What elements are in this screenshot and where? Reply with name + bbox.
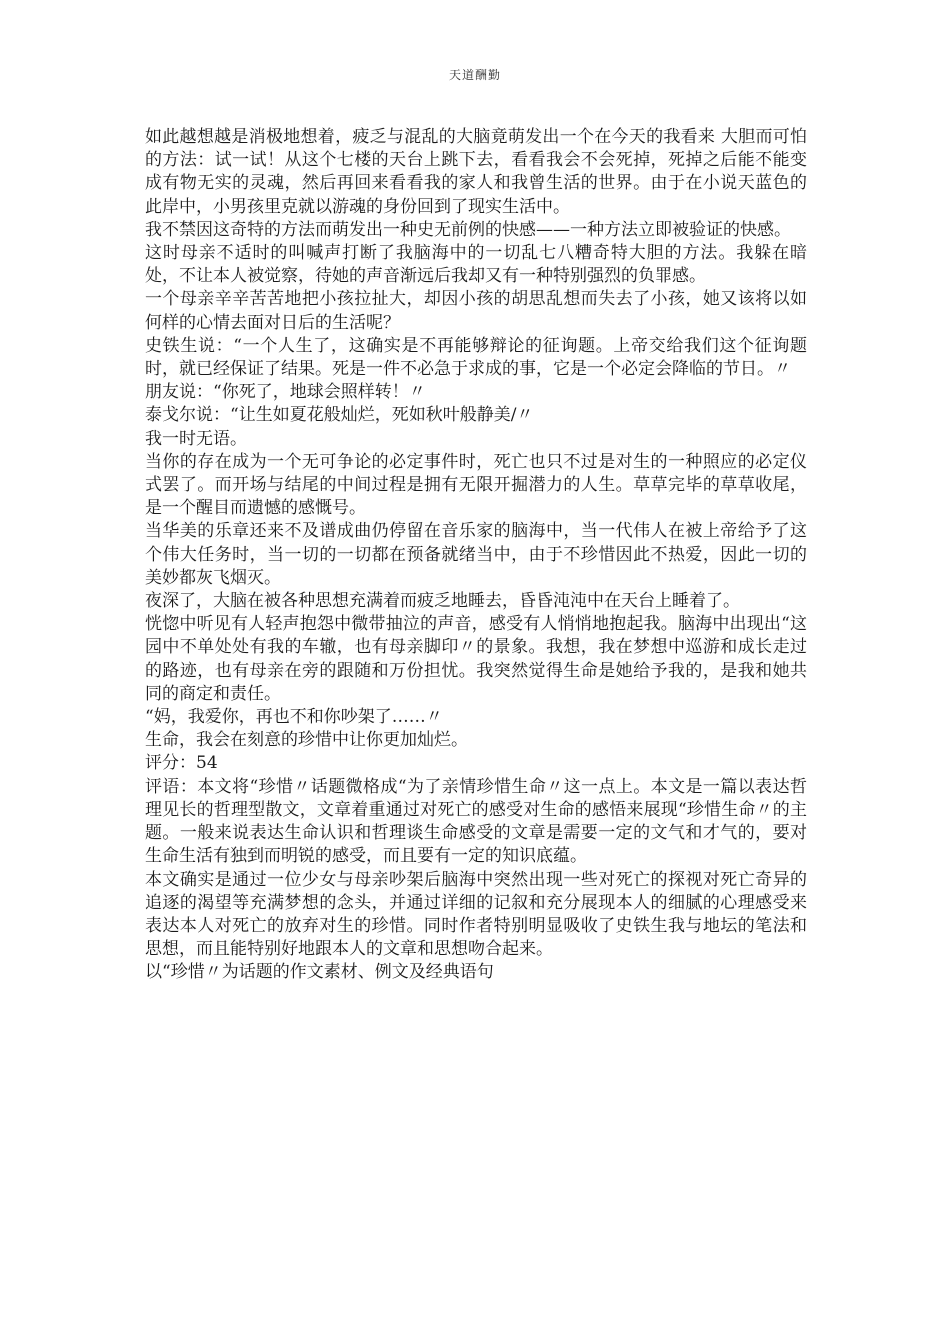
- paragraph: 生命，我会在刻意的珍惜中让你更加灿烂。: [145, 730, 468, 751]
- paragraph: 夜深了，大脑在被各种思想充满着而疲乏地睡去，昏昏沌沌中在天台上睡着了。: [145, 591, 740, 612]
- paragraph: 史铁生说：“一个人生了，这确实是不再能够辩论的征询题。上帝交给我们这个征询题时，就已经保证了结果。死是一件不必急于求成的事，它是一个必定会降临的节日。〃: [145, 335, 807, 380]
- comment-paragraph: 评语：本文将“珍惜〃话题微格成“为了亲情珍惜生命〃这一点上。本文是一篇以表达哲理见长的哲理型散文，文章着重通过对死亡的感受对生命的感悟来展现“珍惜生命〃的主题。一般来说表达生命认识和哲理谈生命感受的文章是需要一定的文气和才气的，要对生命生活有独到而明锐的感受，而且要有一定的知识底蕴。: [145, 776, 807, 867]
- paragraph: 这时母亲不适时的叫喊声打断了我脑海中的一切乱七八糟奇特大胆的方法。我躲在暗处，不让本人被觉察，待她的声音渐远后我却又有一种特别强烈的负罪感。: [145, 243, 807, 287]
- paragraph: 我不禁因这奇特的方法而萌发出一种史无前例的快感——一种方法立即被验证的快感。: [145, 219, 791, 240]
- paragraph: 我一时无语。: [145, 428, 247, 449]
- score-line: 评分：54: [145, 753, 218, 774]
- page-header-title: 天道酬勤: [448, 68, 501, 82]
- document-body: [145, 126, 807, 985]
- paragraph: 一个母亲辛辛苦苦地把小孩拉扯大，却因小孩的胡思乱想而失去了小孩，她又该将以如何样的心情去面对日后的生活呢？: [145, 289, 807, 333]
- paragraph: 当你的存在成为一个无可争论的必定事件时，死亡也只不过是对生的一种照应的必定仪式罢了。而开场与结尾的中间过程是拥有无限开掘潜力的人生。草草完毕的草草收尾，是一个醒目而遗憾的感慨号。: [145, 451, 807, 519]
- comment-paragraph: 本文确实是通过一位少女与母亲吵架后脑海中突然出现一些对死亡的探视对死亡奇异的追逐的渴望等充满梦想的念头，并通过详细的记叙和充分展现本人的细腻的心理感受来表达本人对死亡的放弃对生的珍惜。同时作者特别明显吸收了史铁生我与地坛的笔法和思想，而且能特别好地跟本人的文章和思想吻合起来。: [145, 869, 807, 960]
- paragraph: 朋友说：“你死了，地球会照样转！〃: [145, 382, 426, 403]
- paragraph: 如此越想越是消极地想着，疲乏与混乱的大脑竟萌发出一个在今天的我看来 大胆而可怕的方法：试一试！从这个七楼的天台上跳下去，看看我会不会死掉，死掉之后能不能变成有物无实的灵魂，然后再回来看看我的家人和我曾生活的世界。由于在小说天蓝色的此岸中，小男孩里克就以游魂的身份回到了现实生活中。: [145, 127, 807, 217]
- paragraph: 泰戈尔说：“让生如夏花般灿烂，死如秋叶般静美/〃: [145, 405, 534, 426]
- section-heading: 以“珍惜〃为话题的作文素材、例文及经典语句: [145, 962, 494, 983]
- paragraph: 恍惚中听见有人轻声抱怨中微带抽泣的声音，感受有人悄悄地抱起我。脑海中出现出“这园中不单处处有我的车辙，也有母亲脚印〃的景象。我想，我在梦想中巡游和成长走过的路迹，也有母亲在旁的跟随和万份担忧。我突然觉得生命是她给予我的，是我和她共同的商定和责任。: [145, 614, 807, 704]
- paragraph: “妈，我爱你，再也不和你吵架了……〃: [145, 707, 443, 728]
- paragraph: 当华美的乐章还来不及谱成曲仍停留在音乐家的脑海中，当一代伟人在被上帝给予了这个伟大任务时，当一切的一切都在预备就绪当中，由于不珍惜因此不热爱，因此一切的美妙都灰飞烟灭。: [145, 521, 807, 588]
